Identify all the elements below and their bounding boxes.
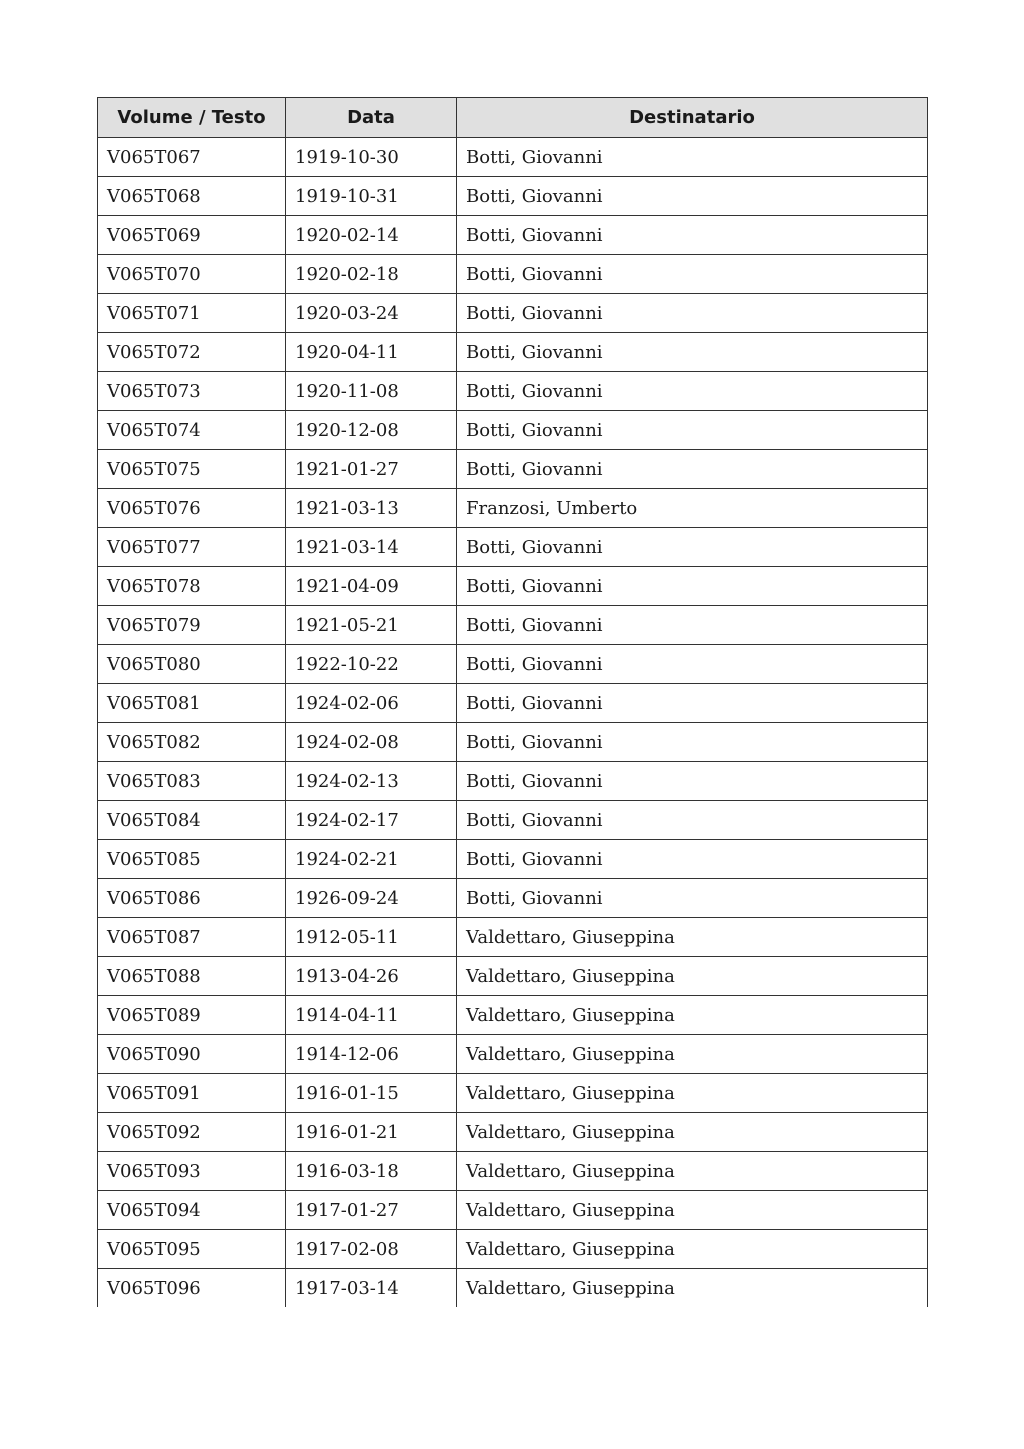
cell-volume-testo: V065T092 — [98, 1113, 286, 1152]
cell-data: 1926-09-24 — [286, 879, 457, 918]
table-row — [98, 957, 928, 996]
cell-data: 1920-03-24 — [286, 294, 457, 333]
cell-destinatario: Botti, Giovanni — [457, 645, 928, 684]
cell-destinatario: Botti, Giovanni — [457, 294, 928, 333]
letters-table — [97, 97, 928, 1307]
cell-volume-testo: V065T095 — [98, 1230, 286, 1269]
cell-data: 1916-03-18 — [286, 1152, 457, 1191]
table-row — [98, 1191, 928, 1230]
cell-destinatario: Botti, Giovanni — [457, 216, 928, 255]
cell-destinatario: Botti, Giovanni — [457, 879, 928, 918]
cell-volume-testo: V065T079 — [98, 606, 286, 645]
cell-destinatario: Botti, Giovanni — [457, 801, 928, 840]
cell-volume-testo: V065T072 — [98, 333, 286, 372]
cell-volume-testo: V065T074 — [98, 411, 286, 450]
cell-destinatario: Botti, Giovanni — [457, 684, 928, 723]
cell-data: 1920-02-14 — [286, 216, 457, 255]
table-row — [98, 1035, 928, 1074]
table-row — [98, 294, 928, 333]
cell-destinatario: Botti, Giovanni — [457, 528, 928, 567]
table-row — [98, 567, 928, 606]
cell-destinatario: Botti, Giovanni — [457, 333, 928, 372]
table-row — [98, 450, 928, 489]
cell-data: 1920-02-18 — [286, 255, 457, 294]
cell-data: 1922-10-22 — [286, 645, 457, 684]
cell-volume-testo: V065T084 — [98, 801, 286, 840]
table-row — [98, 411, 928, 450]
cell-data: 1917-02-08 — [286, 1230, 457, 1269]
cell-volume-testo: V065T068 — [98, 177, 286, 216]
cell-destinatario: Valdettaro, Giuseppina — [457, 996, 928, 1035]
table-row — [98, 645, 928, 684]
cell-data: 1916-01-15 — [286, 1074, 457, 1113]
table-row — [98, 879, 928, 918]
cell-volume-testo: V065T091 — [98, 1074, 286, 1113]
cell-destinatario: Valdettaro, Giuseppina — [457, 1074, 928, 1113]
cell-volume-testo: V065T090 — [98, 1035, 286, 1074]
cell-data: 1920-11-08 — [286, 372, 457, 411]
cell-destinatario: Botti, Giovanni — [457, 255, 928, 294]
cell-destinatario: Valdettaro, Giuseppina — [457, 1035, 928, 1074]
cell-destinatario: Valdettaro, Giuseppina — [457, 1269, 928, 1308]
cell-volume-testo: V065T067 — [98, 138, 286, 177]
cell-destinatario: Botti, Giovanni — [457, 450, 928, 489]
cell-data: 1921-01-27 — [286, 450, 457, 489]
cell-data: 1921-03-14 — [286, 528, 457, 567]
cell-volume-testo: V065T071 — [98, 294, 286, 333]
table-row — [98, 996, 928, 1035]
cell-volume-testo: V065T088 — [98, 957, 286, 996]
cell-destinatario: Botti, Giovanni — [457, 840, 928, 879]
cell-data: 1919-10-30 — [286, 138, 457, 177]
cell-volume-testo: V065T083 — [98, 762, 286, 801]
cell-data: 1914-04-11 — [286, 996, 457, 1035]
table-row — [98, 372, 928, 411]
cell-volume-testo: V065T080 — [98, 645, 286, 684]
table-row — [98, 684, 928, 723]
cell-destinatario: Botti, Giovanni — [457, 372, 928, 411]
cell-volume-testo: V065T082 — [98, 723, 286, 762]
cell-destinatario: Valdettaro, Giuseppina — [457, 957, 928, 996]
cell-data: 1912-05-11 — [286, 918, 457, 957]
cell-volume-testo: V065T086 — [98, 879, 286, 918]
column-header-volume-testo: Volume / Testo — [98, 98, 286, 138]
cell-data: 1924-02-21 — [286, 840, 457, 879]
table-row — [98, 1230, 928, 1269]
table-row — [98, 840, 928, 879]
cell-volume-testo: V065T075 — [98, 450, 286, 489]
cell-data: 1920-12-08 — [286, 411, 457, 450]
table-row — [98, 1113, 928, 1152]
cell-volume-testo: V065T070 — [98, 255, 286, 294]
cell-destinatario: Botti, Giovanni — [457, 606, 928, 645]
cell-destinatario: Botti, Giovanni — [457, 177, 928, 216]
cell-data: 1921-03-13 — [286, 489, 457, 528]
cell-data: 1917-03-14 — [286, 1269, 457, 1308]
cell-data: 1921-05-21 — [286, 606, 457, 645]
table-row — [98, 762, 928, 801]
cell-data: 1913-04-26 — [286, 957, 457, 996]
table-row — [98, 177, 928, 216]
table-row — [98, 1152, 928, 1191]
column-header-destinatario: Destinatario — [457, 98, 928, 138]
table-row — [98, 489, 928, 528]
table-header — [98, 98, 928, 138]
cell-destinatario: Botti, Giovanni — [457, 138, 928, 177]
cell-volume-testo: V065T078 — [98, 567, 286, 606]
cell-data: 1924-02-17 — [286, 801, 457, 840]
cell-destinatario: Valdettaro, Giuseppina — [457, 1191, 928, 1230]
cell-volume-testo: V065T069 — [98, 216, 286, 255]
table-row — [98, 1269, 928, 1308]
table-row — [98, 1074, 928, 1113]
table-row — [98, 138, 928, 177]
cell-volume-testo: V065T093 — [98, 1152, 286, 1191]
cell-volume-testo: V065T096 — [98, 1269, 286, 1308]
cell-destinatario: Valdettaro, Giuseppina — [457, 1152, 928, 1191]
cell-volume-testo: V065T085 — [98, 840, 286, 879]
document-page — [97, 97, 927, 1307]
cell-data: 1924-02-08 — [286, 723, 457, 762]
cell-data: 1921-04-09 — [286, 567, 457, 606]
cell-data: 1917-01-27 — [286, 1191, 457, 1230]
cell-volume-testo: V065T089 — [98, 996, 286, 1035]
cell-volume-testo: V065T076 — [98, 489, 286, 528]
cell-destinatario: Botti, Giovanni — [457, 762, 928, 801]
cell-destinatario: Franzosi, Umberto — [457, 489, 928, 528]
table-row — [98, 606, 928, 645]
cell-destinatario: Valdettaro, Giuseppina — [457, 1113, 928, 1152]
cell-destinatario: Botti, Giovanni — [457, 723, 928, 762]
table-row — [98, 918, 928, 957]
table-row — [98, 255, 928, 294]
cell-destinatario: Valdettaro, Giuseppina — [457, 1230, 928, 1269]
cell-volume-testo: V065T073 — [98, 372, 286, 411]
cell-destinatario: Botti, Giovanni — [457, 567, 928, 606]
table-row — [98, 723, 928, 762]
cell-destinatario: Valdettaro, Giuseppina — [457, 918, 928, 957]
cell-destinatario: Botti, Giovanni — [457, 411, 928, 450]
cell-data: 1916-01-21 — [286, 1113, 457, 1152]
cell-volume-testo: V065T077 — [98, 528, 286, 567]
cell-volume-testo: V065T087 — [98, 918, 286, 957]
table-row — [98, 216, 928, 255]
table-body — [98, 138, 928, 1308]
cell-data: 1919-10-31 — [286, 177, 457, 216]
cell-volume-testo: V065T081 — [98, 684, 286, 723]
cell-data: 1924-02-13 — [286, 762, 457, 801]
cell-data: 1914-12-06 — [286, 1035, 457, 1074]
column-header-data: Data — [286, 98, 457, 138]
header-row — [98, 98, 928, 138]
table-row — [98, 333, 928, 372]
cell-volume-testo: V065T094 — [98, 1191, 286, 1230]
table-row — [98, 801, 928, 840]
cell-data: 1920-04-11 — [286, 333, 457, 372]
cell-data: 1924-02-06 — [286, 684, 457, 723]
table-row — [98, 528, 928, 567]
